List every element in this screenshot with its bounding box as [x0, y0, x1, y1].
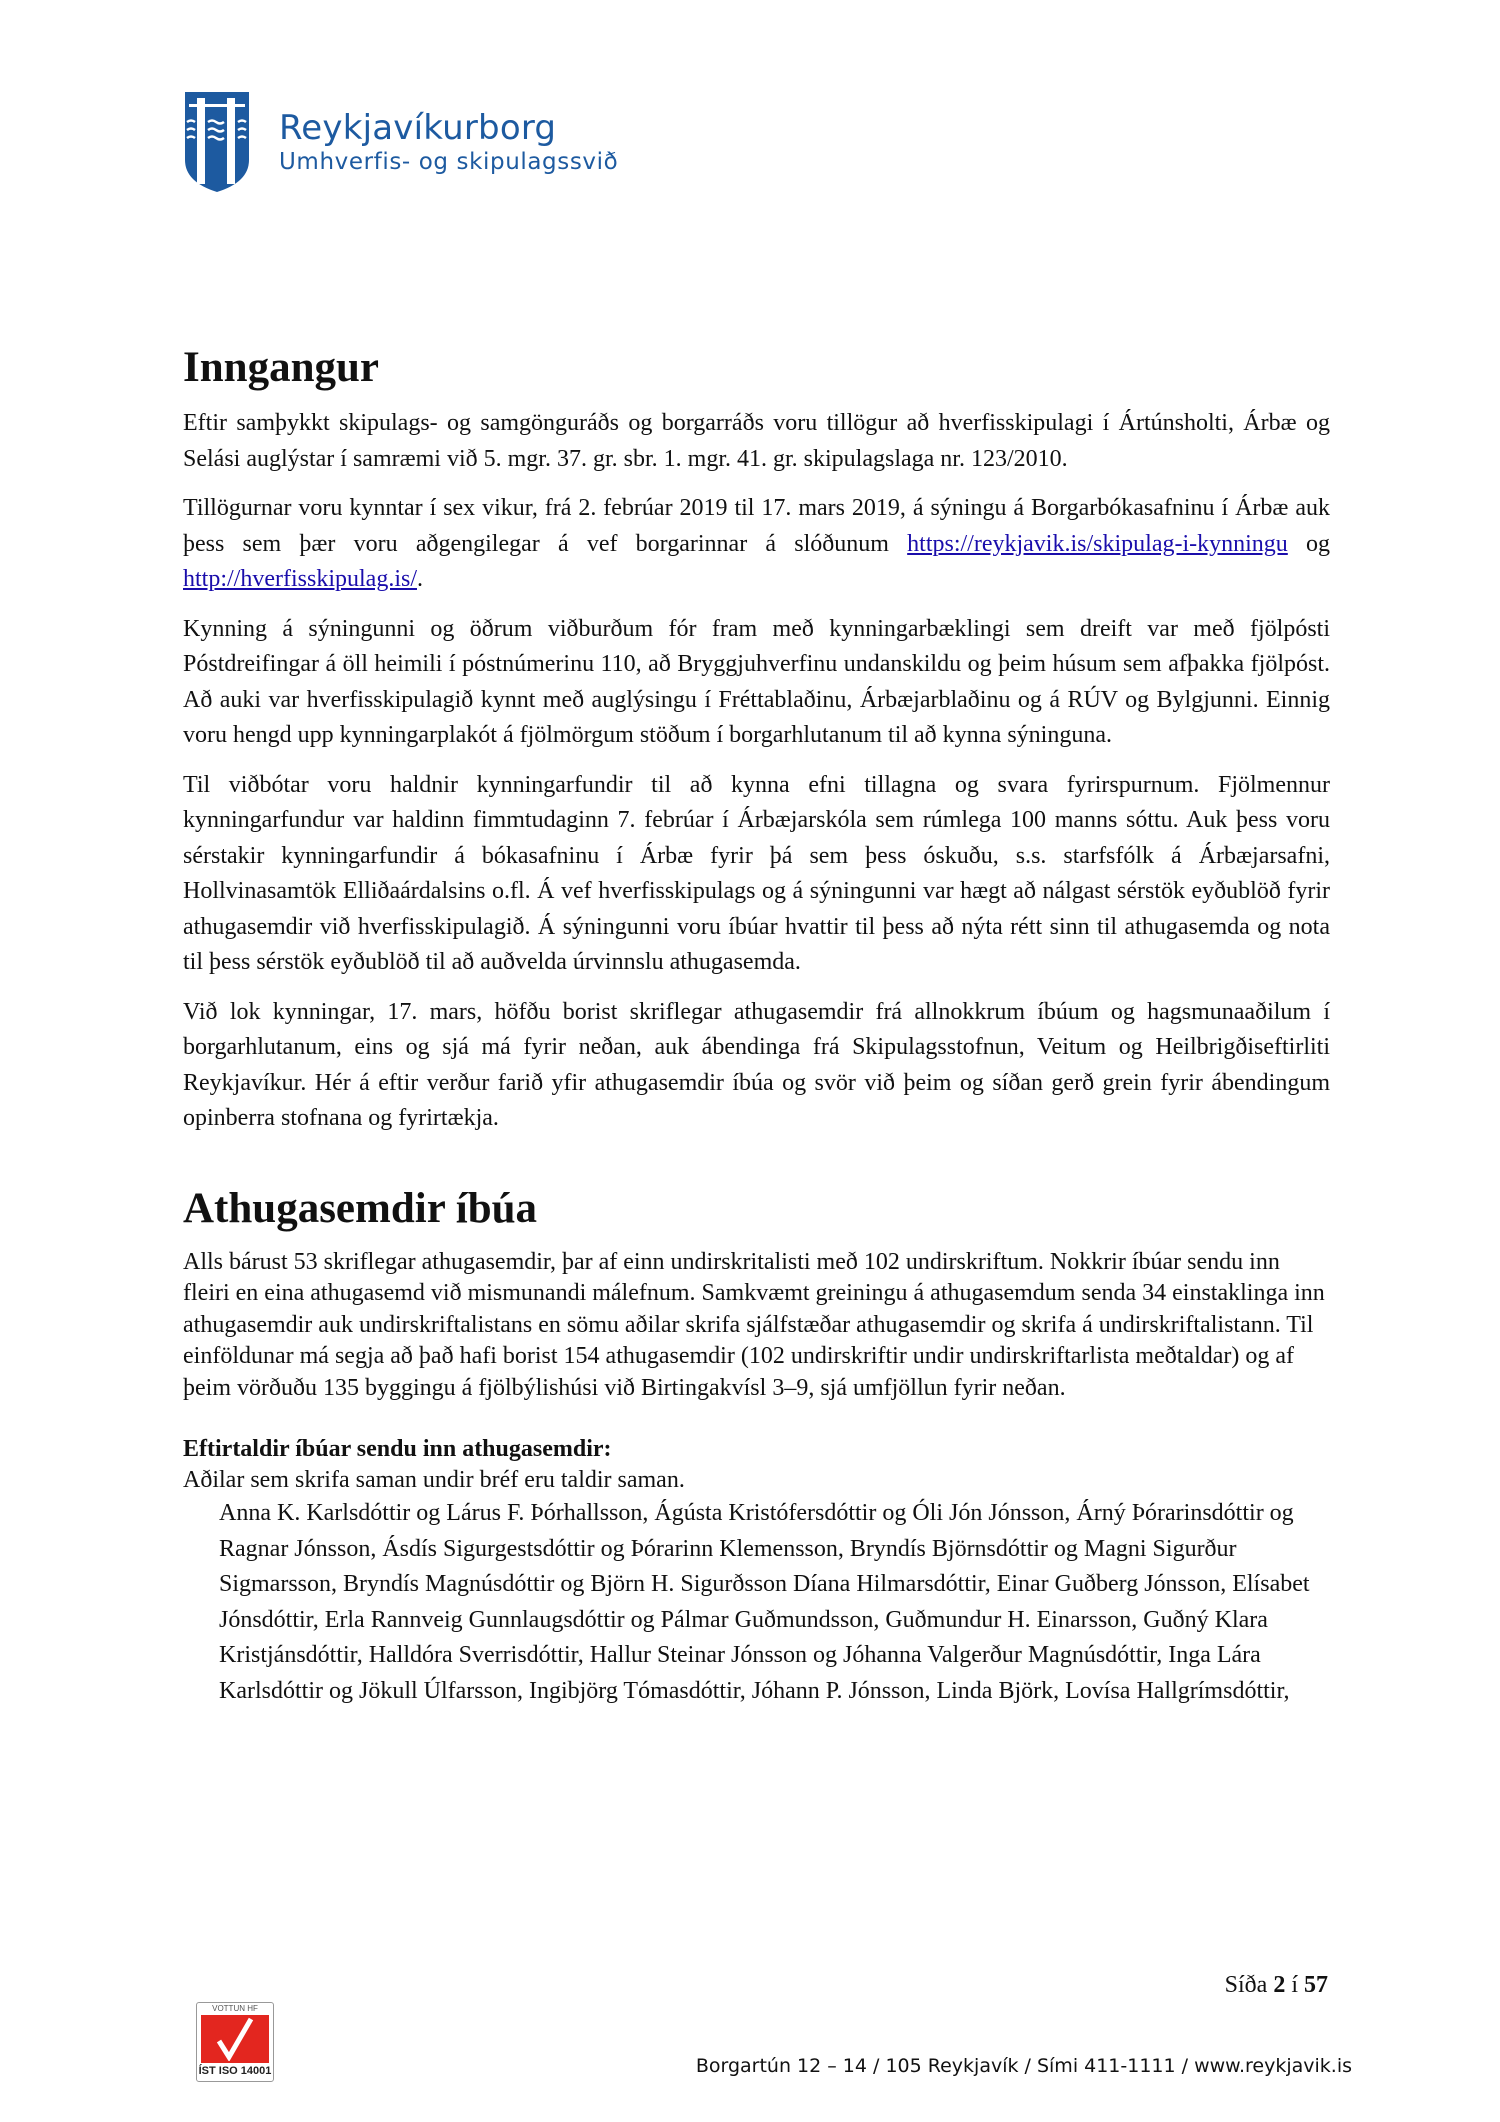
section-heading-athugasemdir: Athugasemdir íbúa [183, 1184, 538, 1232]
footer-address: Borgartún 12 – 14 / 105 Reykjavík / Sími 411-1111 / www.reykjavik.is [695, 2055, 1352, 2077]
page-number [1225, 1972, 1328, 1999]
paragraph: Við lok kynningar, 17. mars, höfðu borist skriflegar athugasemdir frá allnokkrum íbúum og hagsmunaaðilum í borgarhlutanum, eins og sjá má fyrir neðan, auk ábendinga frá Skipulagsstofnun, Veitum og Heilbrigðiseftirliti Reykjavíkur. Hér á eftir verður farið yfir athugasemdir íbúa og svör við þeim og síðan gerð grein fyrir ábendingum opinberra stofnana og fyrirtækja. [183, 998, 1330, 1131]
department-name: Umhverfis- og skipulagssvið [279, 149, 619, 175]
page-sep: í [1285, 1972, 1304, 1998]
link-hverfisskipulag[interactable]: http://hverfisskipulag.is/ [183, 566, 417, 592]
subheading: Eftirtaldir íbúar sendu inn athugasemdir: [183, 1436, 612, 1462]
paragraph-text: og [1287, 530, 1331, 557]
paragraph-text: . [417, 566, 423, 592]
page-label: Síða [1224, 1972, 1274, 1998]
reykjavik-logo [183, 90, 618, 194]
note: Aðilar sem skrifa saman undir bréf eru taldir saman. [183, 1467, 685, 1493]
section-heading-inngangur: Inngangur [183, 344, 379, 391]
iso-certification-logo [196, 2002, 274, 2082]
paragraph-text: Tillögurnar voru kynntar í sex vikur, frá 2. febrúar 2019 til 17. mars 2019, á sýningu á Borgarbókasafninu í Árbæ auk þess sem þær voru aðgengilegar á vef borgarinnar á slóðunum [183, 495, 1330, 557]
link-skipulag-i-kynningu[interactable]: https://reykjavik.is/skipulag-i-kynningu [907, 530, 1288, 557]
page-total: 57 [1304, 1972, 1328, 1998]
paragraph: Eftir samþykkt skipulags- og samgönguráðs og borgarráðs voru tillögur að hverfisskipulagi í Ártúnsholti, Árbæ og Selási auglýstar í samræmi við 5. mgr. 37. gr. sbr. 1. mgr. 41. gr. skipulagslaga nr. 123/2010. [183, 410, 1330, 472]
page-current: 2 [1273, 1972, 1286, 1998]
org-name: Reykjavíkurborg [279, 108, 557, 148]
paragraph: Alls bárust 53 skriflegar athugasemdir, þar af einn undirskritalisti með 102 undirskriftum. Nokkrir íbúar sendu inn fleiri en eina athugasemd við mismunandi málefnum. Samkvæmt greiningu á athugasemdum senda 34 einstaklinga inn athugasemdir auk undirskriftalistans en sömu aðilar skrifa sjálfstæðar athugasemdir og skrifa á undirskriftalistann. Til einföldunar má segja að það hafi borist 154 athugasemdir (102 undirskriftir undir undirskriftarlista meðtaldar) og af þeim vörðuðu 135 byggingu á fjölbýlishúsi við Birtingakvísl 3–9, sjá umfjöllun fyrir neðan. [183, 1248, 1325, 1401]
cert-bottom-text: ÍST ISO 14001 [198, 2065, 272, 2077]
checkmark-icon [201, 2015, 269, 2063]
coat-of-arms-icon [183, 90, 251, 194]
document-body [183, 342, 1330, 1709]
paragraph: Til viðbótar voru haldnir kynningarfundir til að kynna efni tillagna og svara fyrirspurnum. Fjölmennur kynningarfundur var haldinn fimmtudaginn 7. febrúar í Árbæjarskóla sem rúmlega 100 manns sóttu. Auk þess voru sérstakir kynningarfundir á bókasafninu í Árbæ fyrir þá sem þess óskuðu, s.s. starfsfólk á Árbæjarsafni, Hollvinasamtök Elliðaárdalsins o.fl. Á vef hverfisskipulags og á sýningunni var hægt að nálgast sérstök eyðublöð fyrir athugasemdir við hverfisskipulagið. Á sýningunni voru íbúar hvattir til þess að nýta rétt sinn til athugasemda og nota til þess sérstök eyðublöð til að auðvelda úrvinnslu athugasemda. [183, 771, 1330, 975]
cert-top-text: VOTTUN HF [212, 2004, 258, 2013]
paragraph: Kynning á sýningunni og öðrum viðburðum fór fram með kynningarbæklingi sem dreift var með fjölpósti Póstdreifingar á öll heimili í póstnúmerinu 110, að Bryggjuhverfinu undanskildu og þeim húsum sem afþakka fjölpóst. Að auki var hverfisskipulagið kynnt með auglýsingu í Fréttablaðinu, Árbæjarblaðinu og á RÚV og Bylgjunni. Einnig voru hengd upp kynningarplakót á fjölmörgum stöðum í borgarhlutanum til að kynna sýninguna. [183, 615, 1330, 748]
paragraph [183, 491, 1330, 598]
names-list: Anna K. Karlsdóttir og Lárus F. Þórhallsson, Ágústa Kristófersdóttir og Óli Jón Jónsson, Árný Þórarinsdóttir og Ragnar Jónsson, Ásdís Sigurgestsdóttir og Þórarinn Klemensson, Bryndís Björnsdóttir og Magni Sigurður Sigmarsson, Bryndís Magnúsdóttir og Björn H. Sigurðsson Díana Hilmarsdóttir, Einar Guðberg Jónsson, Elísabet Jónsdóttir, Erla Rannveig Gunnlaugsdóttir og Pálmar Guðmundsson, Guðmundur H. Einarsson, Guðný Klara Kristjánsdóttir, Halldóra Sverrisdóttir, Hallur Steinar Jónsson og Jóhanna Valgerður Magnúsdóttir, Inga Lára Karlsdóttir og Jökull Úlfarsson, Ingibjörg Tómasdóttir, Jóhann P. Jónsson, Linda Björk, Lovísa Hallgrímsdóttir, [219, 1500, 1310, 1704]
